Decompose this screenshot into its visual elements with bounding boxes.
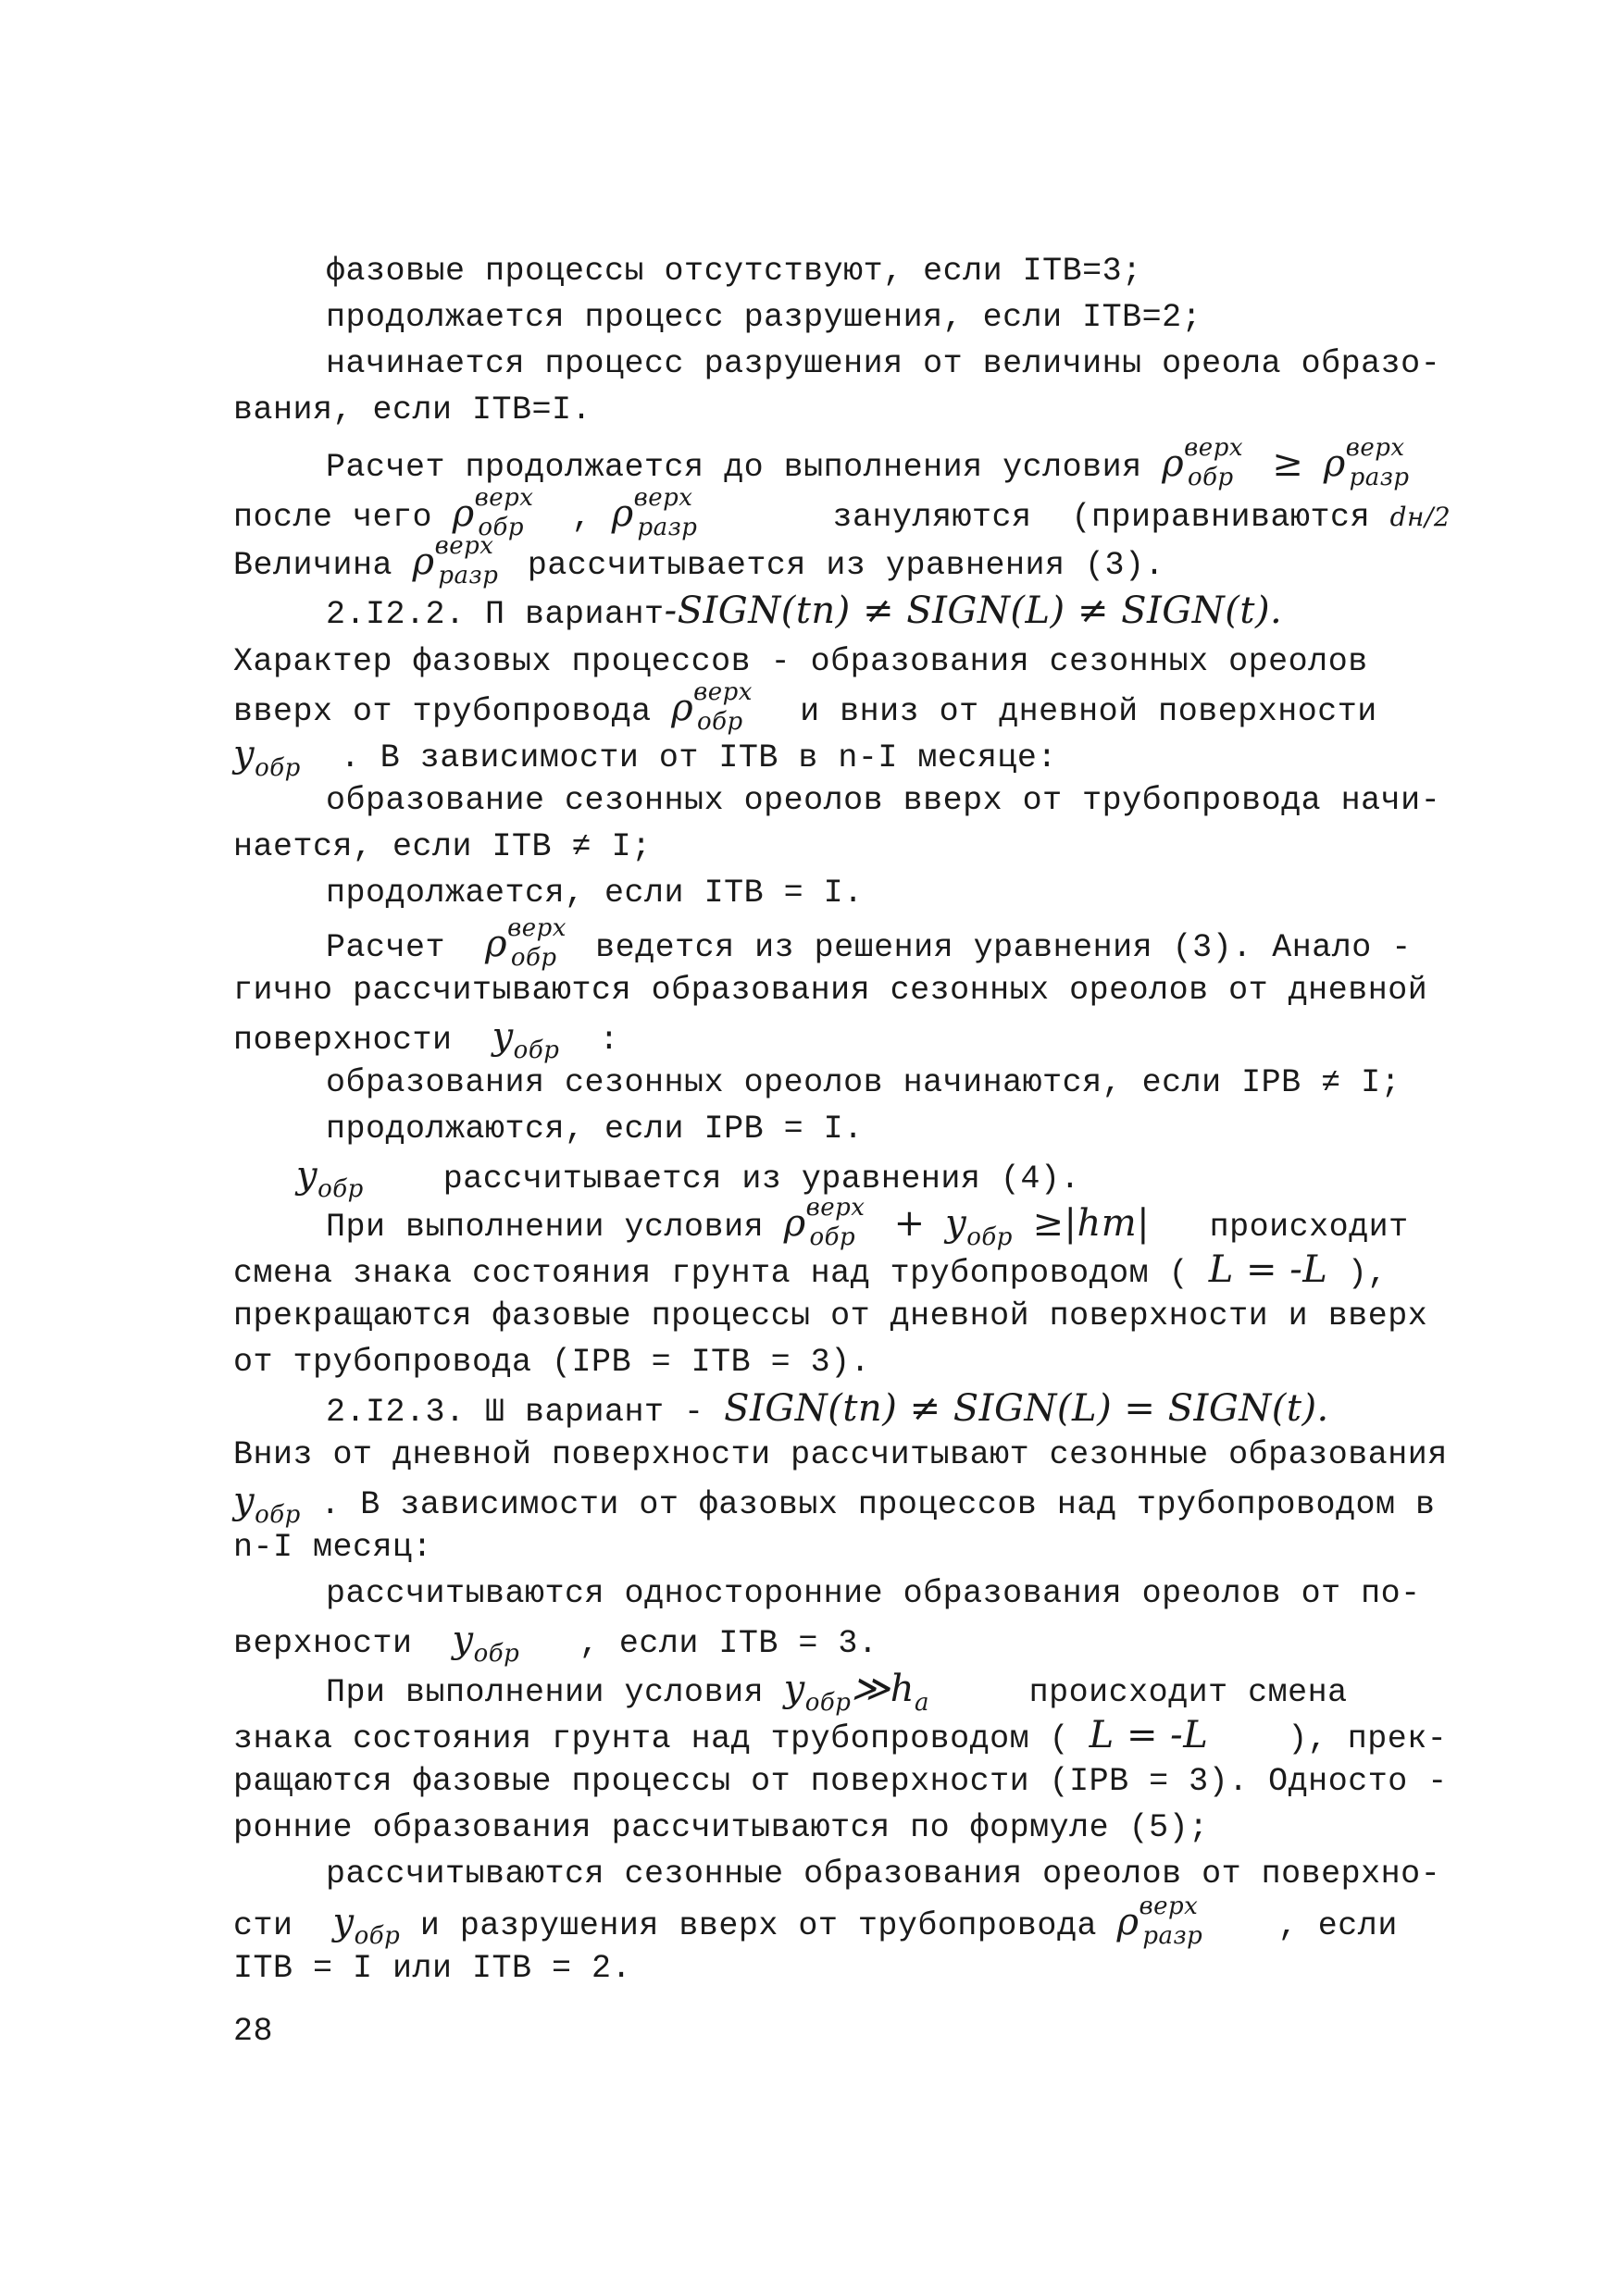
formula-script [1350, 444, 1410, 491]
line-text: ), [1347, 1255, 1388, 1292]
line-text: Расчет [326, 929, 446, 966]
text-line [326, 434, 1465, 491]
formula-symbol: ρ [412, 540, 435, 583]
subscript: разр [1349, 464, 1410, 491]
line-text: и разрушения вверх от трубопровода [419, 1907, 1097, 1944]
line-text: фазовые процессы отсутствуют, если ITB=3; [326, 253, 1142, 290]
line-text: вверх от трубопровода [233, 693, 652, 730]
line-text: и вниз от дневной поверхности [800, 693, 1377, 730]
formula-symbol: y [296, 1154, 318, 1197]
text-line [233, 1432, 1448, 1478]
text-line [326, 777, 1441, 824]
line-text: знака состояния грунта над трубопроводом ( [233, 1720, 1070, 1757]
text-line [233, 1524, 432, 1570]
formula-symbol: ρ [1116, 1901, 1140, 1943]
formula-script [1142, 1903, 1202, 1950]
line-text: нается, если ITB ≠ I; [233, 828, 652, 865]
subscript: обр [510, 944, 557, 972]
line-text: ведется из решения уравнения (3). Анало - [595, 929, 1412, 966]
subscript: обр [513, 1036, 560, 1064]
subscript: обр [354, 1922, 401, 1950]
text-line [233, 1617, 878, 1668]
subscript: обр [318, 1175, 364, 1203]
line-text: рассчитываются сезонные образования ореолов от поверхно- [326, 1855, 1441, 1893]
line-text: 2.I2.2. П вариант [326, 596, 665, 633]
subscript: обр [255, 754, 301, 782]
formula-symbol: ρ [1323, 442, 1346, 485]
formula-operator: ≥ [1032, 1202, 1065, 1245]
text-line [233, 1339, 870, 1385]
text-line [233, 824, 652, 870]
line-text: верхности [233, 1625, 413, 1662]
line-text: ), прек- [1288, 1720, 1448, 1757]
formula-operator: ≫ [851, 1668, 890, 1710]
line-text: n-I месяц: [233, 1529, 433, 1566]
formula-symbol: y [492, 1015, 514, 1058]
text-line [233, 1478, 1436, 1529]
subscript: обр [804, 1689, 852, 1717]
formula-fraction: dн/2 [1389, 502, 1451, 532]
line-text: . В зависимости от ITB в n-I месяце: [340, 739, 1057, 776]
line-text: начинается процесс разрушения от величины ореола образо- [326, 345, 1441, 382]
line-text: , если ITB = 3. [579, 1625, 878, 1662]
formula-sign-condition: SIGN(tп) ≠ SIGN(L) = SIGN(t). [724, 1387, 1329, 1430]
text-line [233, 484, 1451, 541]
text-line [326, 914, 1412, 972]
formula-script [697, 689, 743, 736]
formula-equation: L = -L [1089, 1714, 1209, 1756]
formula-symbol: ρ [452, 492, 475, 535]
text-line [326, 1385, 1329, 1432]
line-text: поверхности [233, 1022, 453, 1059]
line-text: ITB = I или ITB = 2. [233, 1950, 632, 1987]
text-line [326, 870, 864, 916]
superscript: верх [507, 914, 567, 942]
line-text: Вниз от дневной поверхности рассчитывают сезонные образования [233, 1436, 1448, 1473]
text-line [233, 532, 1164, 590]
text-line [326, 1194, 1409, 1251]
line-text: ращаются фазовые процессы от поверхности (IPB = 3). Односто - [233, 1763, 1448, 1800]
text-line [326, 248, 1142, 294]
superscript: верх [474, 484, 534, 512]
formula-script [1188, 444, 1234, 491]
line-text: При выполнении условия [326, 1674, 765, 1711]
formula-symbol: |hт| [1064, 1202, 1151, 1245]
formula-operator: ≥ [1272, 442, 1304, 485]
text-line [233, 387, 592, 433]
subscript: обр [478, 514, 525, 541]
text-line [326, 1570, 1421, 1617]
text-line [233, 1945, 631, 1992]
superscript: верх [1345, 434, 1405, 462]
superscript: верх [805, 1194, 866, 1222]
formula-operator: + [893, 1202, 926, 1245]
subscript: обр [966, 1223, 1013, 1251]
superscript: верх [633, 484, 693, 512]
text-line [233, 678, 1377, 736]
subscript: разр [1142, 1922, 1203, 1950]
line-text: продолжается процесс разрушения, если ITB=2; [326, 299, 1202, 336]
text-line [326, 1060, 1401, 1106]
text-line [296, 1152, 1080, 1203]
line-text: рассчитывается из уравнения (4). [442, 1160, 1080, 1198]
line-text: происходит [1209, 1209, 1409, 1246]
superscript: верх [434, 532, 494, 560]
text-line [233, 1013, 619, 1064]
line-text: . В зависимости от фазовых процессов над трубопроводом в [320, 1486, 1436, 1523]
subscript: обр [696, 708, 743, 736]
text-line [233, 1293, 1428, 1339]
line-text: от трубопровода (IPB = ITB = 3). [233, 1344, 871, 1381]
text-line [233, 1893, 1398, 1950]
text-line [326, 341, 1441, 387]
line-text: рассчитывается из уравнения (3). [527, 547, 1164, 584]
line-text: после чего [233, 499, 433, 536]
formula-symbol: ρ [611, 492, 634, 535]
text-line [326, 294, 1202, 341]
subscript: обр [255, 1501, 301, 1529]
line-text: сти [233, 1907, 293, 1944]
line-text: гично рассчитываются образования сезонных ореолов от дневной [233, 972, 1428, 1009]
text-line [233, 1712, 1447, 1758]
line-text: образование сезонных ореолов вверх от трубопровода начи- [326, 782, 1441, 819]
line-text: продолжаются, если IPB = I. [326, 1111, 864, 1148]
formula-script [809, 1204, 855, 1251]
line-text: 2.I2.3. Ш вариант - [326, 1394, 704, 1431]
formula-symbol: y [783, 1668, 805, 1710]
formula-symbol: ρ [485, 923, 508, 965]
text-line [233, 731, 1057, 782]
line-text: образования сезонных ореолов начинаются, если IPB ≠ I; [326, 1064, 1401, 1101]
line-text: продолжается, если ITB = I. [326, 875, 864, 912]
line-text: смена знака состояния грунта над трубопроводом ( [233, 1255, 1189, 1292]
line-text: При выполнении условия [326, 1209, 765, 1246]
formula-equation: L = -L [1208, 1248, 1328, 1291]
superscript: верх [1139, 1893, 1199, 1920]
formula-comma: , [571, 499, 592, 536]
subscript: разр [438, 562, 499, 590]
formula-script [511, 925, 557, 972]
line-text: Характер фазовых процессов - образования сезонных ореолов [233, 643, 1368, 680]
text-line [233, 1805, 1209, 1851]
superscript: верх [693, 678, 753, 706]
formula-symbol: y [233, 1480, 255, 1522]
text-line [326, 1106, 864, 1152]
formula-symbol: ρ [783, 1202, 806, 1245]
line-text: : [599, 1022, 619, 1059]
formula-symbol: y [233, 733, 255, 776]
page-number: 28 [233, 2013, 274, 2050]
formula-script [438, 542, 498, 590]
line-text: Величина [233, 547, 393, 584]
line-text: зануляются [832, 499, 1032, 536]
text-line [233, 1758, 1448, 1805]
subscript: обр [473, 1640, 520, 1668]
formula-symbol: y [332, 1901, 355, 1943]
line-text: (приравниваются [1071, 499, 1371, 536]
line-text: Расчет продолжается до выполнения условия [326, 449, 1142, 486]
subscript: обр [1188, 464, 1234, 491]
text-line [326, 1666, 1348, 1717]
line-text: вания, если ITB=I. [233, 391, 592, 428]
subscript: a [915, 1689, 930, 1717]
formula-symbol: y [945, 1202, 967, 1245]
formula-symbol: h [890, 1668, 915, 1710]
line-text: рассчитываются односторонние образования ореолов от по- [326, 1575, 1421, 1612]
subscript: обр [809, 1223, 856, 1251]
text-line [233, 639, 1367, 685]
formula-symbol: ρ [1162, 442, 1185, 485]
text-line [233, 967, 1428, 1013]
text-line [326, 588, 1282, 634]
line-text: , если [1277, 1907, 1398, 1944]
text-line [233, 1247, 1388, 1293]
formula-symbol: ρ [671, 687, 694, 729]
line-text: происходит смена [1028, 1674, 1348, 1711]
formula-symbol: y [452, 1619, 474, 1661]
formula-script [637, 494, 697, 541]
superscript: верх [1184, 434, 1243, 462]
subscript: разр [637, 514, 698, 541]
line-text: прекращаются фазовые процессы от дневной поверхности и вверх [233, 1297, 1428, 1334]
formula-sign-condition: -SIGN(tп) ≠ SIGN(L) ≠ SIGN(t). [664, 590, 1283, 632]
line-text: ронние образования рассчитываются по формуле (5); [233, 1809, 1209, 1846]
text-line [326, 1851, 1441, 1897]
